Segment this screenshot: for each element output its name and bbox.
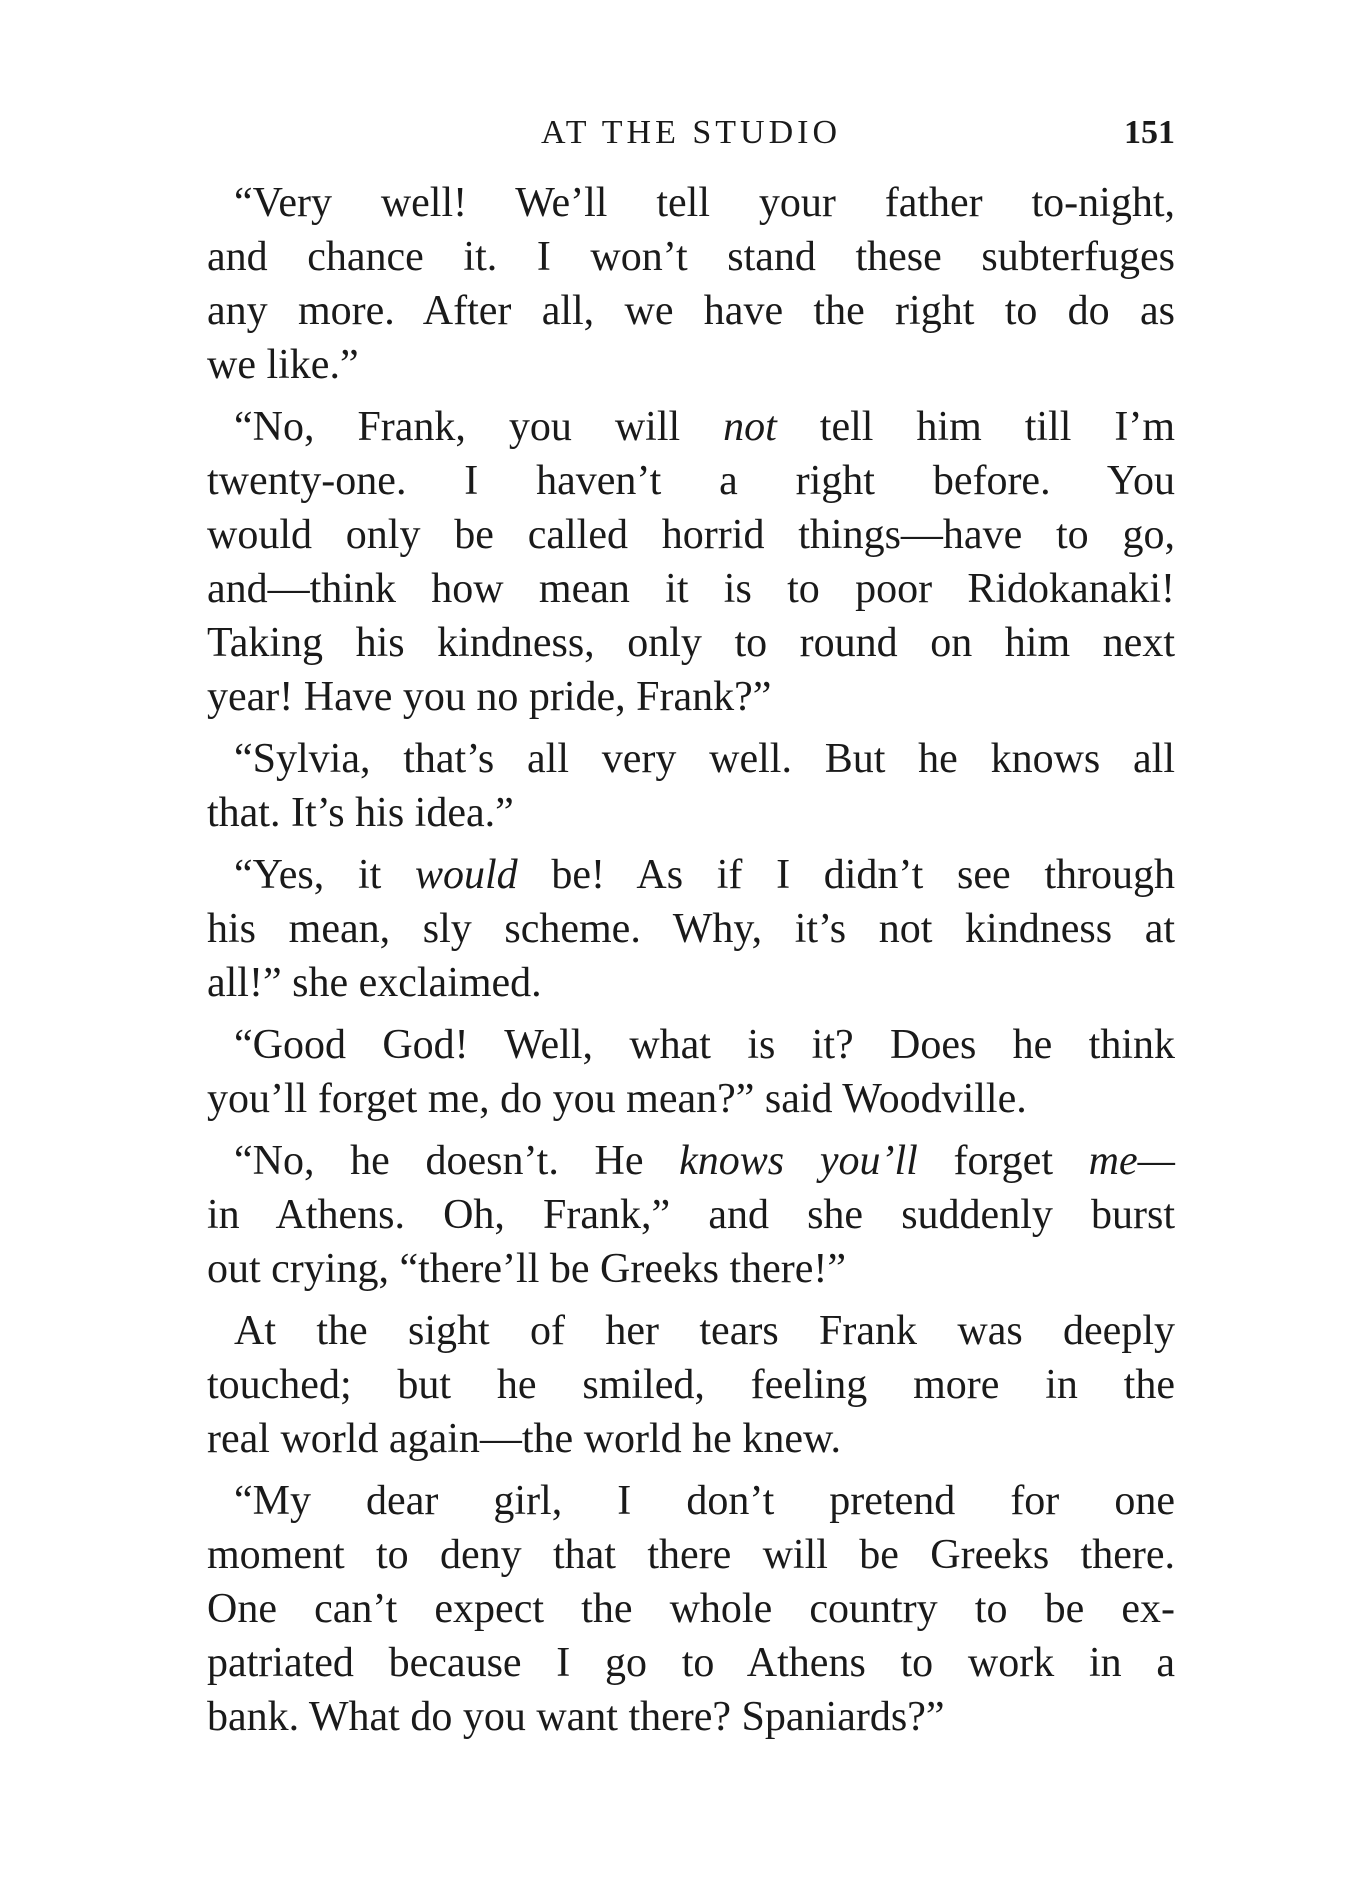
italic-text: not [723, 404, 777, 450]
paragraph [207, 1018, 1175, 1126]
paragraph [207, 1304, 1175, 1466]
text-line: his mean, sly scheme. Why, it’s not kindness at [207, 906, 1175, 952]
text-line: out crying, “there’ll be Greeks there!” [207, 1246, 847, 1292]
text-line: real world again—the world he knew. [207, 1416, 842, 1462]
italic-text: knows you’ll [679, 1138, 918, 1184]
text-line: “Good God! Well, what is it? Does he think [234, 1022, 1175, 1068]
text-line: bank. What do you want there? Spaniards?” [207, 1694, 945, 1740]
page-number: 151 [1124, 114, 1175, 151]
text-line [207, 400, 1175, 454]
text-line: and—think how mean it is to poor Ridokanaki! [207, 566, 1175, 612]
text-line: would only be called horrid things—have to go, [207, 512, 1175, 558]
text-line: you’ll forget me, do you mean?” said Woodville. [207, 1076, 1027, 1122]
text-line: any more. After all, we have the right to do as [207, 288, 1175, 334]
text-line: moment to deny that there will be Greeks there. [207, 1532, 1175, 1578]
running-title: AT THE STUDIO [540, 114, 842, 151]
italic-text: me— [1088, 1138, 1175, 1184]
text-line: we like.” [207, 342, 359, 388]
text-segment: “No, he doesn’t. He [234, 1138, 680, 1184]
running-head [207, 108, 1175, 158]
text-line [207, 1134, 1175, 1188]
text-segment: be! As if I didn’t see through [517, 852, 1175, 898]
paragraph [207, 732, 1175, 840]
text-line: At the sight of her tears Frank was deeply [234, 1308, 1175, 1354]
text-segment: “Yes, it [234, 852, 415, 898]
text-line: that. It’s his idea.” [207, 790, 514, 836]
text-line: patriated because I go to Athens to work in a [207, 1640, 1175, 1686]
text-line: “My dear girl, I don’t pretend for one [234, 1478, 1175, 1524]
text-line: all!” she exclaimed. [207, 960, 542, 1006]
paragraph [207, 1134, 1175, 1296]
text-line: twenty-one. I haven’t a right before. You [207, 458, 1175, 504]
text-segment: “No, Frank, you will [234, 404, 724, 450]
text-body [207, 176, 1175, 1752]
paragraph [207, 400, 1175, 724]
text-line: “Very well! We’ll tell your father to-night, [234, 180, 1175, 226]
text-line: “Sylvia, that’s all very well. But he knows all [234, 736, 1175, 782]
text-line: year! Have you no pride, Frank?” [207, 674, 772, 720]
text-line [207, 848, 1175, 902]
text-line: in Athens. Oh, Frank,” and she suddenly burst [207, 1192, 1175, 1238]
text-line: Taking his kindness, only to round on him next [207, 620, 1175, 666]
text-line: and chance it. I won’t stand these subterfuges [207, 234, 1175, 280]
text-line: touched; but he smiled, feeling more in the [207, 1362, 1175, 1408]
text-line: One can’t expect the whole country to be ex- [207, 1586, 1175, 1632]
paragraph [207, 848, 1175, 1010]
text-segment: tell him till I’m [776, 404, 1175, 450]
paragraph [207, 1474, 1175, 1744]
paragraph [207, 176, 1175, 392]
text-segment: forget [917, 1138, 1089, 1184]
italic-text: would [414, 852, 518, 898]
